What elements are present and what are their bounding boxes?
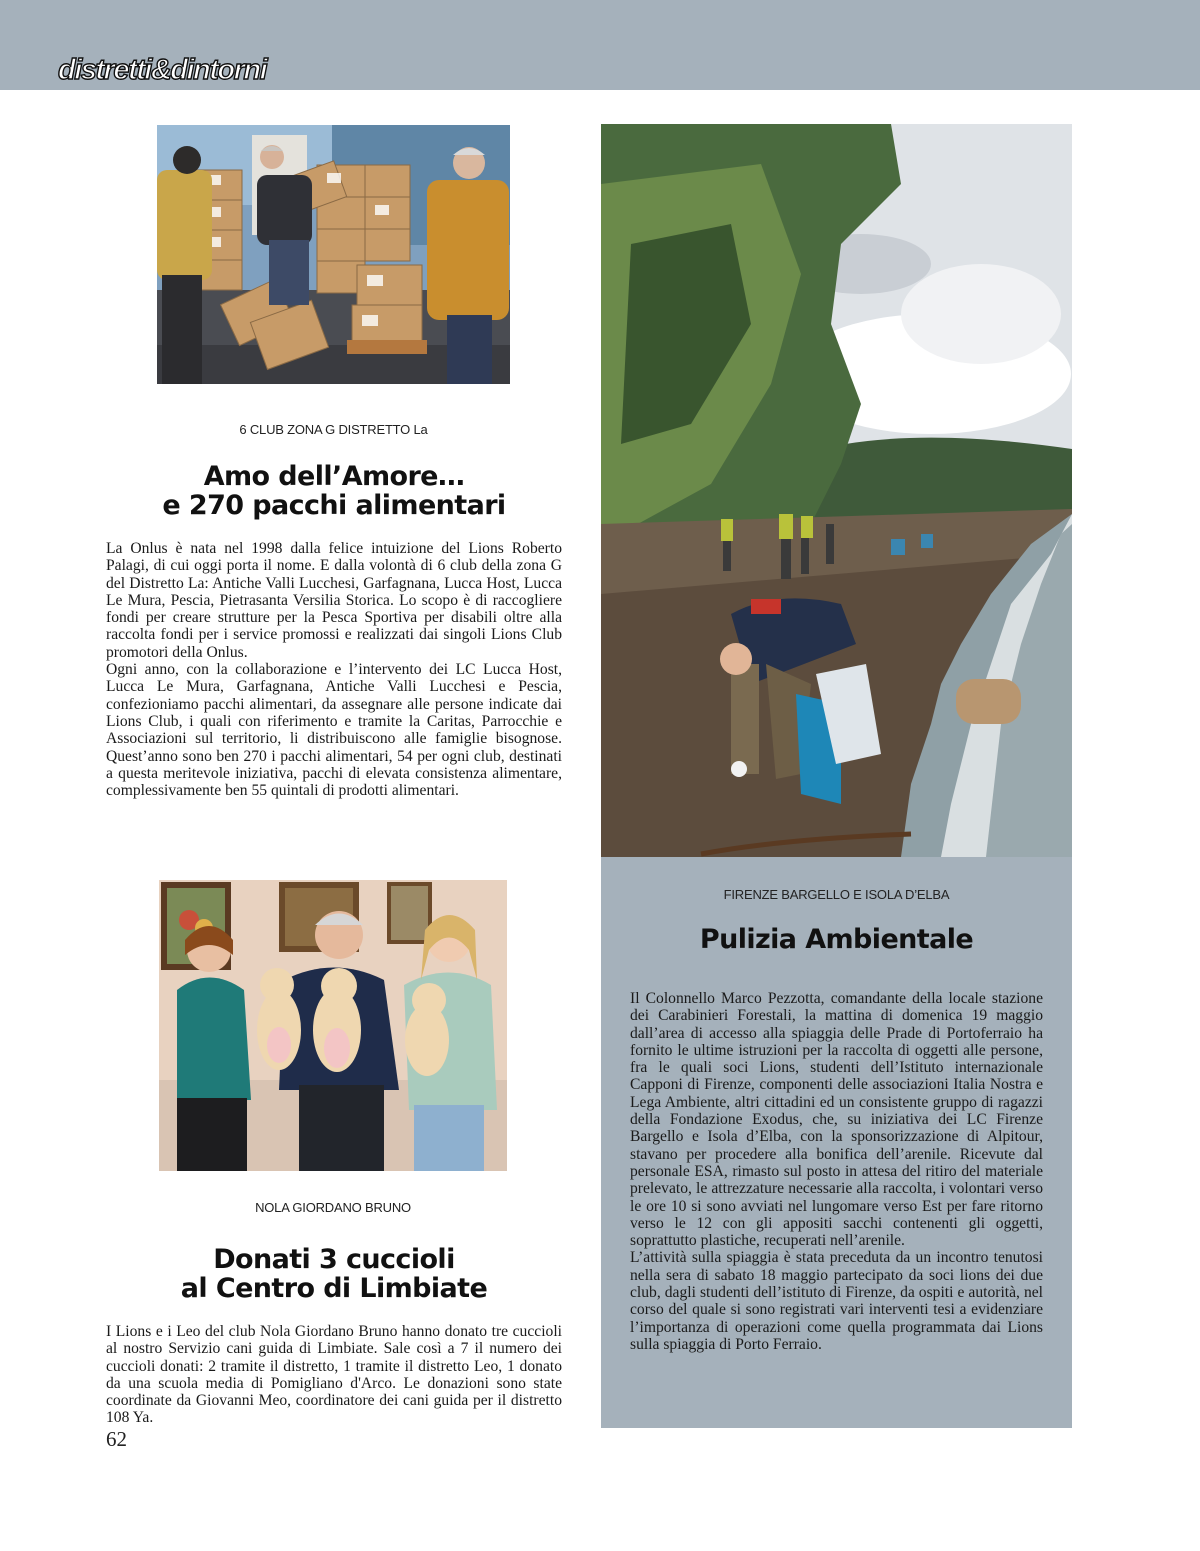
article1-paragraph: La Onlus è nata nel 1998 dalla felice intuizione del Lions Roberto Palagi, di cui oggi porta il nome. E dalla volontà di 6 club della zona G del Distretto La: Antiche Valli Lucchesi, Garfagnana, Lucca Host, Lucca Le Mura, Pescia, Pietrasanta Versilia Storica. Lo scopo è di raccogliere fondi per creare strutture per la Pesca Sportiva per disabili oltre alla raccolta fondi per i service promossi e realizzati dai singoli Lions Club promotori della Onlus. [106, 540, 562, 661]
article2-body [106, 1323, 562, 1427]
photo-beach-cleanup [601, 124, 1072, 857]
article1-title-line2: e 270 pacchi alimentari [162, 490, 506, 521]
article1-kicker: 6 CLUB ZONA G DISTRETTO La [239, 422, 428, 437]
article2-paragraph: I Lions e i Leo del club Nola Giordano Bruno hanno donato tre cuccioli al nostro Servizio cani guida di Limbiate. Sale così a 7 il numero dei cuccioli donati: 2 tramite il distretto, 1 tramite il distretto Leo, 1 donato da una scuola media di Pomigliano d'Arco. Le donazioni sono state coordinate da Giovanni Meo, coordinatore dei cani guida per il distretto 108 Ya. [106, 1323, 562, 1427]
article2-title-line2: al Centro di Limbiate [180, 1273, 488, 1304]
article3-paragraph: Il Colonnello Marco Pezzotta, comandante della locale stazione dei Carabinieri Forestali, la mattina di domenica 19 maggio dall’area di accesso alla spiaggia delle Prade di Portoferraio ha fornito le ultime istruzioni per la raccolta di oggetti alle persone, fra le quali soci Lions, studenti dell’Istituto internazionale Capponi di Firenze, componenti delle associazioni Italia Nostra e Lega Ambiente, altri cittadini ed un consistente gruppo di ragazzi della Fondazione Exodus, che, su iniziativa dei LC Firenze Bargello e Isola d’Elba, con la sponsorizzazione di Alpitour, stavano per procedere alla bonifica dell’arenile. Ricevute dal personale ESA, rimasto sul posto in attesa del ritiro del materiale prelevato, le attrezzature necessarie alla raccolta, i volontari verso le ore 10 si sono avviati nel lungomare verso Est per fare ritorno verso le 12 con gli appositi sacchi contenenti gli oggetti, soprattutto plastiche, recuperati nell’arenile. [630, 990, 1043, 1250]
article2-title-line1: Donati 3 cuccioli [213, 1244, 455, 1275]
article3-paragraph: L’attività sulla spiaggia è stata preceduta da un incontro tenutosi nella sera di sabato 18 maggio partecipato da soci lions dei due club, dagli studenti dell’istituto di Firenze, da ospiti e autorità, nel corso del quale si sono registrati vari interventi tesi a evidenziare l’importanza di operazioni come quella programmata dai Lions sulla spiaggia di Porto Ferraio. [630, 1249, 1043, 1353]
article1-title-line1: Amo dell’Amore… [203, 461, 465, 492]
section-logo: distretti&dintorni [58, 54, 267, 86]
article2-headline [106, 1245, 562, 1303]
article3-kicker: FIRENZE BARGELLO E ISOLA D’ELBA [723, 887, 950, 902]
sidebar-box [601, 857, 1072, 1428]
article3-body [630, 990, 1043, 1353]
article1-paragraph: Ogni anno, con la collaborazione e l’intervento dei LC Lucca Host, Lucca Le Mura, Garfagnana, Antiche Valli Lucchesi e Pescia, confezioniamo pacchi alimentari, da assegnare alle persone indicate dai Lions Club, i quali con riferimento e tramite la Caritas, Parrocchie e Associazioni sul territorio, li distribuiscono alle famiglie bisognose. Quest’anno sono ben 270 i pacchi alimentari, 54 per ogni club, destinati a questa meritevole iniziativa, pacchi di elevata consistenza alimentare, complessivamente ben 55 quintali di prodotti alimentari. [106, 661, 562, 800]
header-band [0, 0, 1200, 90]
page-number: 62 [106, 1427, 127, 1451]
article1-headline [106, 462, 562, 520]
article2-kicker: NOLA GIORDANO BRUNO [255, 1200, 411, 1215]
article1-body [106, 540, 562, 799]
photo-food-boxes [157, 125, 510, 384]
article3-title: Pulizia Ambientale [699, 924, 974, 955]
photo-puppies [159, 880, 507, 1171]
